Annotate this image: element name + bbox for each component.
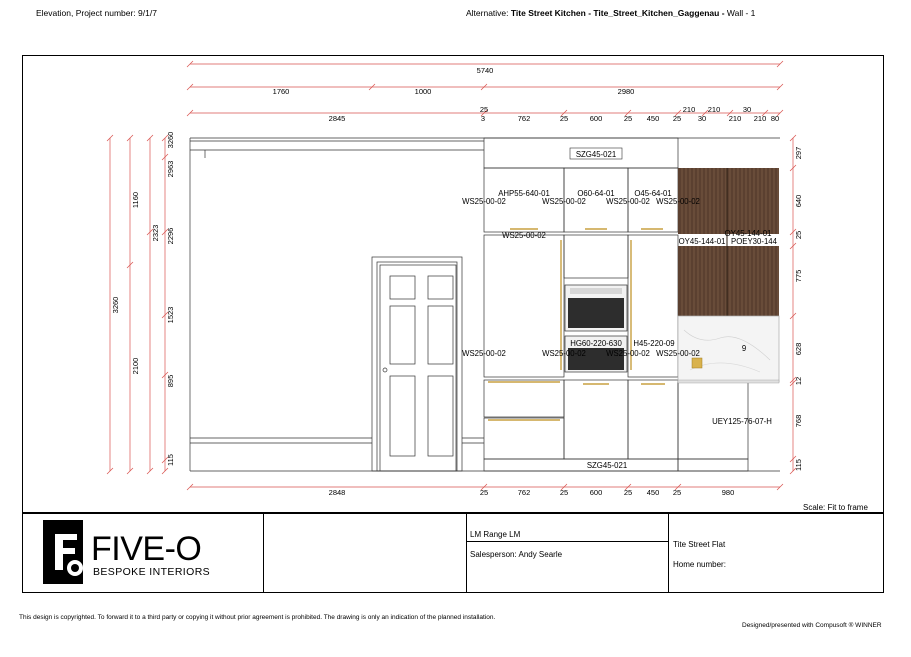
dim-row3: 210 — [707, 105, 721, 114]
label-ws: WS25-00-02 — [656, 197, 700, 206]
dim-row4: 25 — [623, 114, 633, 123]
dim-bottom: 600 — [589, 488, 603, 497]
dim-left-outer: 3260 — [111, 296, 120, 314]
dim-right: 640 — [794, 194, 803, 208]
dim-row2: 2980 — [617, 87, 635, 96]
header-alternative: Alternative: Tite Street Kitchen - Tite_Street_Kitchen_Gaggenau - Wall - 1 — [466, 8, 756, 18]
dim-bottom: 2848 — [328, 488, 346, 497]
door — [372, 257, 462, 471]
dim-left-c: 1523 — [166, 306, 175, 324]
title-block — [22, 513, 884, 593]
label-szg-bottom: SZG45-021 — [586, 461, 628, 470]
dim-row3: 25 — [479, 105, 489, 114]
software-credit: Designed/presented with Compusoft ® WINNER — [742, 622, 882, 629]
dim-row3: 30 — [742, 105, 752, 114]
logo-sub: BESPOKE INTERIORS — [93, 566, 211, 578]
label-ws: WS25-00-02 — [462, 197, 506, 206]
label-ahp: AHP55-640-01 — [498, 189, 550, 198]
scale-label: Scale: Fit to frame — [803, 503, 868, 512]
dim-row4: 3 — [480, 114, 486, 123]
tb-divider — [263, 514, 264, 592]
dim-right: 115 — [794, 459, 803, 471]
logo-main: FIVE-O — [91, 530, 202, 568]
dim-row2: 1760 — [272, 87, 290, 96]
tb-divider — [668, 514, 669, 592]
tb-divider — [466, 514, 467, 592]
label-o45: O45-64-01 — [634, 189, 672, 198]
dim-left-c: 115 — [166, 454, 175, 466]
dim-row4: 210 — [728, 114, 742, 123]
dim-bottom: 980 — [721, 488, 735, 497]
dim-bottom: 25 — [623, 488, 633, 497]
label-ws: WS25-00-02 — [606, 197, 650, 206]
dim-row4: 30 — [697, 114, 707, 123]
dim-left-b: 2323 — [151, 224, 160, 242]
label-hg: HG60-220-630 — [570, 339, 622, 348]
header-left: Elevation, Project number: 9/1/7 — [36, 8, 157, 18]
dim-row2: 1000 — [414, 87, 432, 96]
copyright-notice: This design is copyrighted. To forward it to a third party or copying it without prior agreement is prohibited. The drawing is only an indication of the planned installation. — [19, 614, 496, 621]
dim-row4: 80 — [770, 114, 780, 123]
dim-row3: 210 — [682, 105, 696, 114]
dim-row4: 2845 — [328, 114, 346, 123]
dim-right: 12 — [794, 376, 803, 386]
dim-right: 628 — [794, 342, 803, 356]
label-ws: WS25-00-02 — [542, 197, 586, 206]
dim-left-c: 2963 — [166, 160, 175, 178]
label-uey: UEY125-76-07-H — [712, 417, 772, 426]
dim-left-a: 1160 — [131, 191, 140, 209]
dim-right: 775 — [794, 269, 803, 283]
dim-row4: 210 — [753, 114, 767, 123]
range-label: LM Range LM — [470, 530, 521, 539]
ovens — [565, 285, 627, 372]
label-ws-low: WS25-00-02 — [656, 349, 700, 358]
dim-left-c: 3260 — [166, 131, 175, 149]
label-oy: OY45-144-01 — [678, 237, 726, 246]
label-szg-top: SZG45-021 — [575, 150, 617, 159]
label-nine: 9 — [741, 344, 747, 353]
label-ws-mid: WS25-00-02 — [502, 231, 546, 240]
label-ws-low: WS25-00-02 — [606, 349, 650, 358]
tb-hline — [466, 541, 668, 542]
dim-row4: 25 — [559, 114, 569, 123]
label-o60: O60-64-01 — [577, 189, 615, 198]
dim-left-c: 895 — [166, 374, 175, 388]
dim-right: 297 — [794, 146, 803, 160]
dim-bottom: 450 — [646, 488, 660, 497]
dim-left-c: 2296 — [166, 227, 175, 245]
label-ws-low: WS25-00-02 — [462, 349, 506, 358]
logo-mark-icon — [41, 520, 87, 584]
company-logo — [41, 520, 266, 588]
project-name: Tite Street Flat — [673, 540, 726, 549]
dim-bottom: 25 — [559, 488, 569, 497]
dim-bottom: 25 — [479, 488, 489, 497]
dim-right: 25 — [794, 230, 803, 240]
dim-bottom: 762 — [517, 488, 531, 497]
dim-total: 5740 — [476, 66, 494, 75]
label-poey: POEY30-144 — [731, 237, 777, 246]
home-number: Home number: — [673, 560, 726, 569]
salesperson-label: Salesperson: Andy Searle — [470, 550, 563, 559]
label-oy: OY45-144-01 — [724, 229, 772, 238]
dim-row4: 450 — [646, 114, 660, 123]
label-h45: H45-220-09 — [633, 339, 675, 348]
dim-row4: 762 — [517, 114, 531, 123]
dim-row4: 25 — [672, 114, 682, 123]
label-ws-low: WS25-00-02 — [542, 349, 586, 358]
dim-left-a: 2100 — [131, 357, 140, 375]
dim-bottom: 25 — [672, 488, 682, 497]
dim-right: 768 — [794, 414, 803, 428]
dim-row4: 600 — [589, 114, 603, 123]
